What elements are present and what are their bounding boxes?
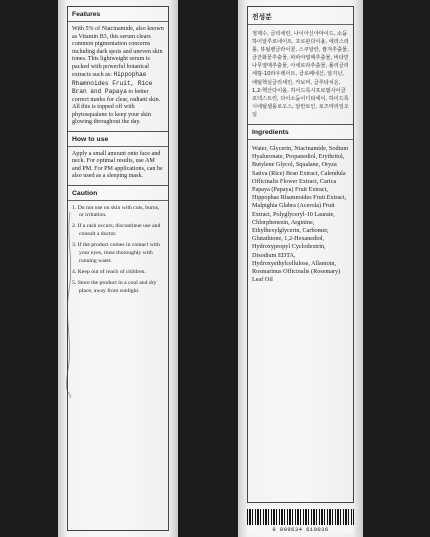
features-intro: With 5% of Niacinamide, also known as Vitamin B3, this serum clears common pigmentation concerns including dark spots and uneven skin tones. — [72, 26, 164, 62]
right-package-strip — [238, 0, 363, 537]
korean-ingredients-heading: 전성분 — [248, 7, 353, 25]
barcode-number: 8 809634 610036 — [247, 526, 354, 533]
features-text — [68, 22, 168, 131]
features-extracts-mono: Hippophae Rhamnoides Fruit, Rice Bran and Papaya — [72, 71, 153, 95]
how-to-use-heading: How to use — [68, 132, 168, 147]
left-package-strip — [58, 0, 178, 537]
korean-ingredients-text: 정제수, 글리세린, 나이아신아마이드, 소듐하이알루로네이트, 프로판다이올, 에리스리톨, 뷰틸렌글라이콜, 스쿠알란, 쌀겨추출물, 금잔화꽃추출물, 파파야열매추출물, 비타민나무열매추출물, 아세로라추출물, 폴리글리세릴-10라우레이트, 클로페네신, 알지닌, 에틸헥실글리세린, 카보머, 글루타치온, 1,2-헥산다이올, 하이드록시프로필사이클로덱스트린, 다이소듐이디티에이, 하이드록시에틸셀룰로오스, 알란토인, 로즈마리잎오일 — [252, 31, 349, 118]
ingredients-heading: Ingredients — [248, 125, 353, 140]
caution-item: 4. Keep out of reach of children. — [72, 268, 146, 275]
barcode — [247, 509, 354, 533]
features-extracts-lead: This lightweight serum is packed with powerful botanical extracts such as: — [72, 56, 150, 78]
caution-section — [68, 186, 168, 301]
right-info-panel — [247, 6, 354, 503]
barcode-bars — [247, 509, 354, 525]
caution-item: 3. If the product comes in contact with your eyes, rinse thoroughly with running water. — [72, 242, 160, 264]
ingredients-section — [248, 125, 353, 289]
caution-item: 1. Do not use on skin with cuts, burns, or irritation. — [72, 204, 160, 219]
features-section — [68, 7, 168, 132]
features-heading: Features — [68, 7, 168, 22]
features-closing: to better correct marks for clear, radiant skin. All this is topped off with phytosqualane to keep your skin glowing throughout the day. — [72, 89, 161, 125]
korean-ingredients-section — [248, 7, 353, 125]
caution-item: 5. Store the product in a cool and dry place, away from sunlight. — [72, 279, 157, 294]
caution-heading: Caution — [68, 186, 168, 201]
how-to-use-section — [68, 132, 168, 186]
ingredients-text: Water, Glycerin, Niacinamide, Sodium Hyaluronate, Propanediol, Erythritol, Butylene Glycol, Squalane, Oryza Sativa (Rice) Bran Extract, Calendula Officinalis Flower Extract, Carica Papaya (Papaya) Fruit Extract, Hippophae Rhamnoides Fruit Extract, Malpighia Glabra (Acerola) Fruit Extract, Polyglyceryl-10 Laurate, Chlorphenesin, Arginine, Ethylhexylglycerin, Carbomer, Glutathione, 1,2-Hexanediol, Hydroxypropyl Cyclodextrin, Disodium EDTA, Hydroxyethylcellulose, Allantoin, Rosmarinus Officinalis (Rosemary) Leaf Oil — [252, 145, 349, 284]
how-to-use-text: Apply a small amount onto face and neck. For optimal results, use AM and PM. For PM applications, can be also used as a sleeping mask. — [72, 150, 163, 179]
caution-item: 2. If a rash occurs, discontinue use and consult a doctor. — [72, 223, 161, 238]
caution-list — [68, 201, 168, 301]
left-info-panel — [67, 6, 169, 531]
